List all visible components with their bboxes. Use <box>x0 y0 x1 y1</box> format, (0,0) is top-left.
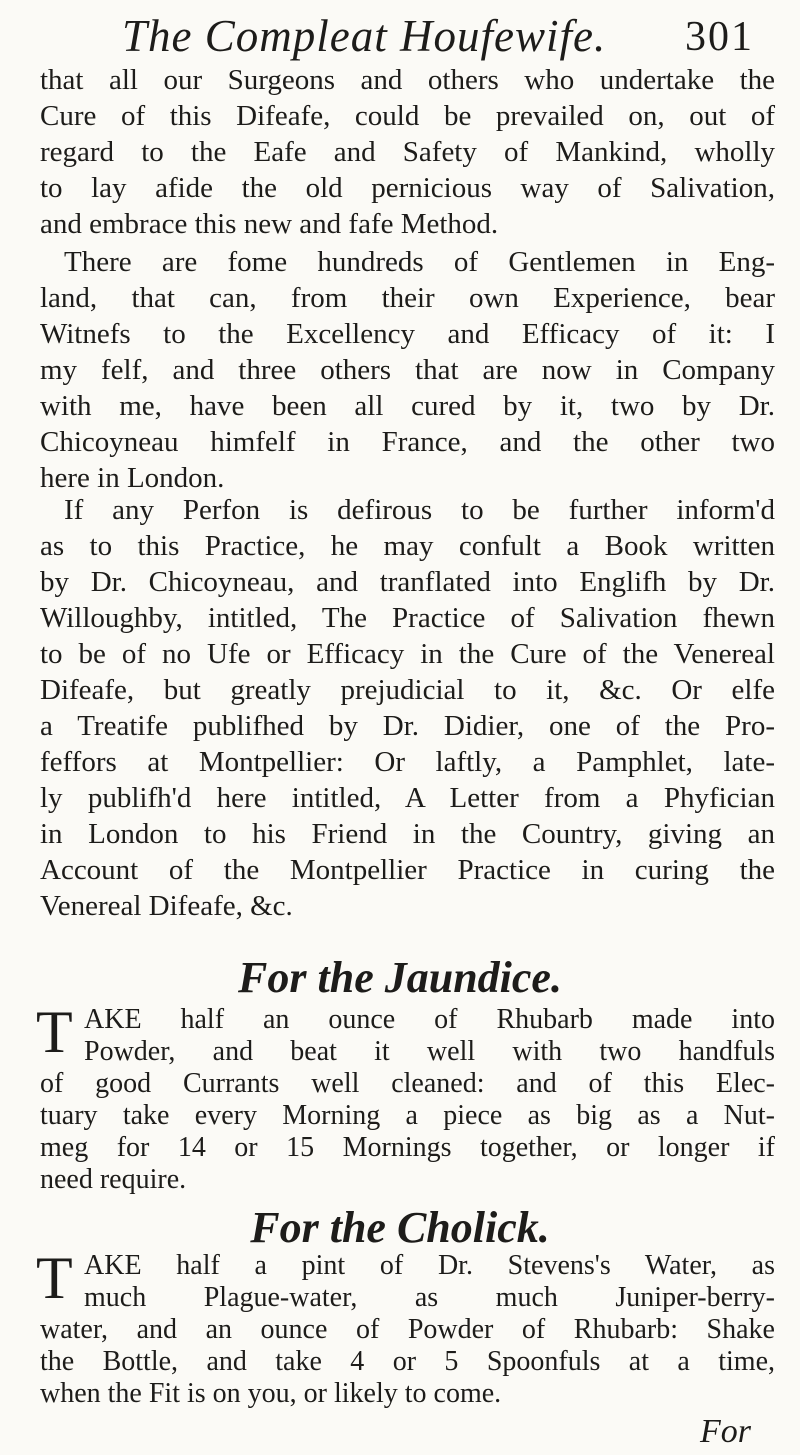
text-line: and embrace this new and fafe Method. <box>40 208 499 240</box>
drop-cap: T <box>36 999 73 1065</box>
text-line: of good Currants well cleaned: and of this Elec- <box>40 1068 775 1099</box>
text-line: land, that can, from their own Experience, bear <box>40 282 775 314</box>
text-line: as to this Practice, he may confult a Book written <box>40 530 775 562</box>
text-line: by Dr. Chicoyneau, and tranflated into Englifh by Dr. <box>40 566 775 598</box>
section-title-cholick: For the Cholick. <box>250 1203 550 1252</box>
text-line: when the Fit is on you, or likely to come. <box>40 1378 502 1409</box>
text-line: AKE half a pint of Dr. Stevens's Water, as <box>84 1250 775 1281</box>
text-line: Willoughby, intitled, The Practice of Salivation fhewn <box>40 602 775 634</box>
text-line: regard to the Eafe and Safety of Mankind, wholly <box>40 136 775 168</box>
text-line: the Bottle, and take 4 or 5 Spoonfuls at a time, <box>40 1346 775 1377</box>
recipe-cholick <box>40 1250 775 1410</box>
text-line: Account of the Montpellier Practice in curing the <box>40 854 775 886</box>
text-line: ly publifh'd here intitled, A Letter from a Phyfician <box>40 782 775 814</box>
text-line: water, and an ounce of Powder of Rhubarb: Shake <box>40 1314 775 1345</box>
section-title-jaundice: For the Jaundice. <box>238 953 562 1002</box>
text-line: If any Perfon is defirous to be further inform'd <box>64 494 775 526</box>
paragraph-further-reading <box>40 492 775 924</box>
text-line: to be of no Ufe or Efficacy in the Cure of the Venereal <box>40 638 775 670</box>
catchword: For <box>700 1413 751 1450</box>
text-line: There are fome hundreds of Gentlemen in Eng- <box>64 246 775 278</box>
text-line: Venereal Difeafe, &c. <box>40 890 293 922</box>
text-line: Witnefs to the Excellency and Efficacy of it: I <box>40 318 775 350</box>
text-line: need require. <box>40 1164 187 1195</box>
page-header <box>40 6 770 66</box>
text-line: to lay afide the old pernicious way of Salivation, <box>40 172 775 204</box>
text-line: in London to his Friend in the Country, giving an <box>40 818 775 850</box>
text-line: feffors at Montpellier: Or laftly, a Pamphlet, late- <box>40 746 775 778</box>
paragraph-salivation-intro <box>40 62 775 242</box>
running-title: The Compleat Houfewife. <box>122 11 607 61</box>
text-line: here in London. <box>40 462 225 494</box>
text-line: meg for 14 or 15 Mornings together, or longer if <box>40 1132 775 1163</box>
text-line: my felf, and three others that are now in Company <box>40 354 775 386</box>
paragraph-gentlemen-witness <box>40 244 775 496</box>
drop-cap: T <box>36 1245 73 1311</box>
text-line: Cure of this Difeafe, could be prevailed on, out of <box>40 100 775 132</box>
text-line: a Treatife publifhed by Dr. Didier, one of the Pro- <box>40 710 775 742</box>
text-line: much Plague-water, as much Juniper-berry- <box>84 1282 775 1313</box>
text-line: AKE half an ounce of Rhubarb made into <box>84 1004 775 1035</box>
recipe-jaundice <box>40 1004 775 1196</box>
text-line: with me, have been all cured by it, two by Dr. <box>40 390 775 422</box>
text-line: Chicoyneau himfelf in France, and the other two <box>40 426 775 458</box>
text-line: Difeafe, but greatly prejudicial to it, &c. Or elfe <box>40 674 775 706</box>
text-line: Powder, and beat it well with two handfuls <box>84 1036 775 1067</box>
page-number: 301 <box>685 14 754 60</box>
text-line: tuary take every Morning a piece as big as a Nut- <box>40 1100 775 1131</box>
text-line: that all our Surgeons and others who undertake the <box>40 64 775 96</box>
